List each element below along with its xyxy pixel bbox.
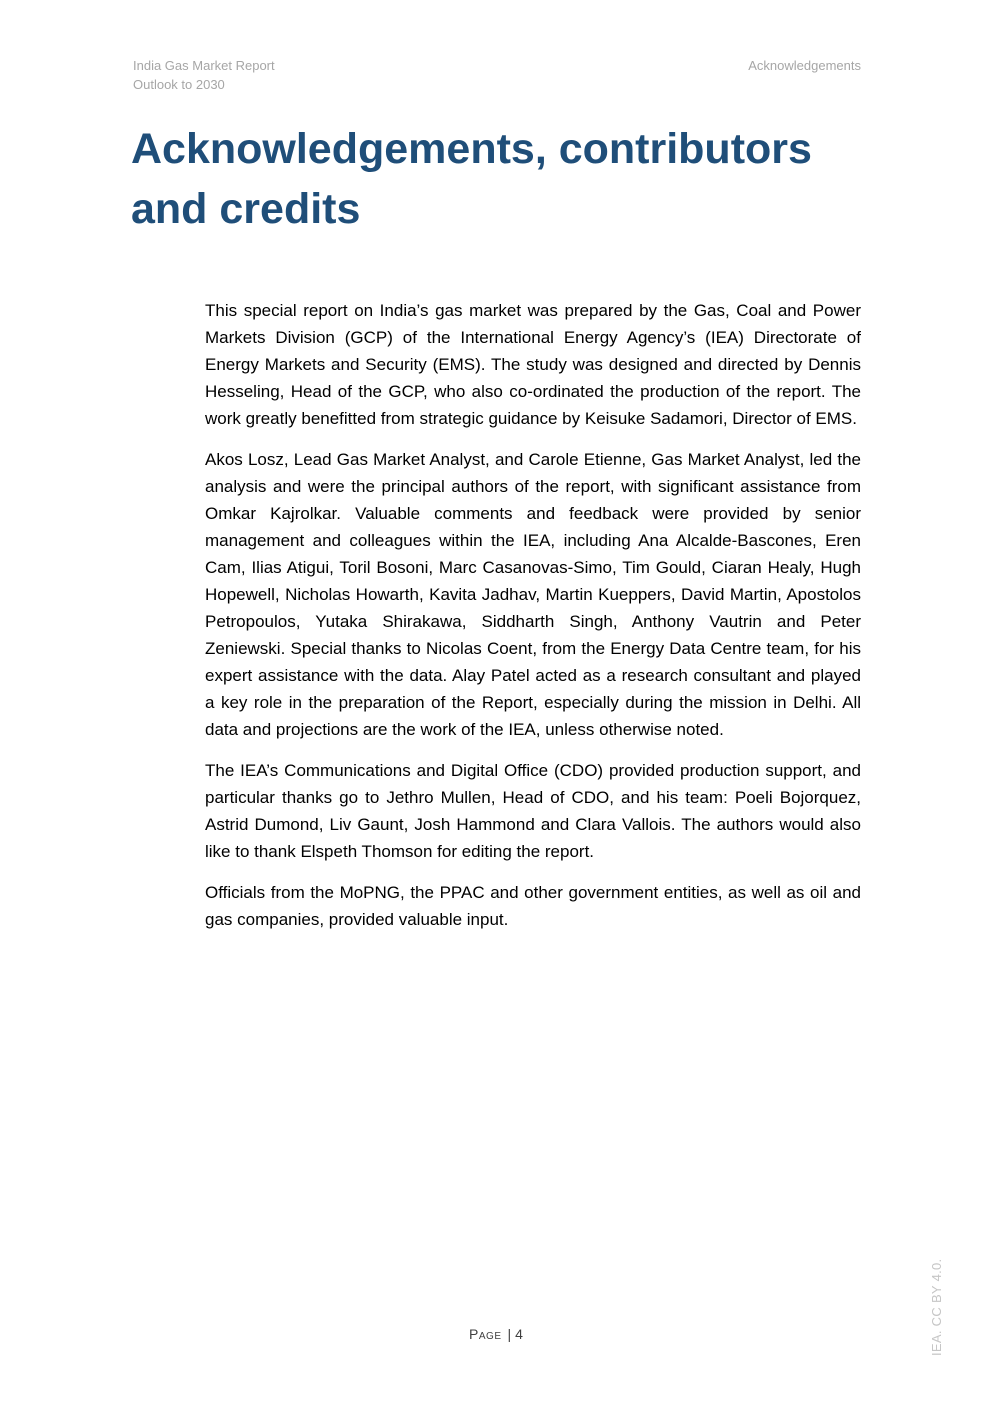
paragraph-officials: Officials from the MoPNG, the PPAC and other government entities, as well as oil and gas companies, provided valuable input. [205, 883, 861, 929]
paragraph-authors: Akos Losz, Lead Gas Market Analyst, and Carole Etienne, Gas Market Analyst, led the analysis and were the principal authors of the report, with significant assistance from Omkar Kajrolkar. Valuable comments and feedback were provided by senior management and colleagues within the IEA, including Ana Alcalde-Bascones, Eren Cam, Ilias Atigui, Toril Bosoni, Marc Casanovas-Simo, Tim Gould, Ciaran Healy, Hugh Hopewell, Nicholas Howarth, Kavita Jadhav, Martin Kueppers, David Martin, Apostolos Petropoulos, Yutaka Shirakawa, Siddharth Singh, Anthony Vautrin and Peter Zeniewski. Special thanks to Nicolas Coent, from the Energy Data Centre team, for his expert assistance with the data. Alay Patel acted as a research consultant and played a key role in the preparation of the Report, especially during the mission in Delhi. All data and projections are the work of the IEA, unless otherwise noted. [205, 450, 861, 739]
page-footer [0, 1326, 992, 1342]
page-title-line-1: Acknowledgements, contributors [131, 125, 812, 173]
header-publication-title: India Gas Market Report [133, 58, 275, 73]
header-section-label: Acknowledgements [748, 58, 861, 73]
page-title [131, 119, 891, 239]
page-number-value: 4 [515, 1326, 523, 1342]
paragraph-preparation: This special report on India’s gas market was prepared by the Gas, Coal and Power Markets Division (GCP) of the International Energy Agency’s (IEA) Directorate of Energy Markets and Security (EMS). The study was designed and directed by Dennis Hesseling, Head of the GCP, who also co-ordinated the production of the report. The work greatly benefitted from strategic guidance by Keisuke Sadamori, Director of EMS. [205, 301, 861, 428]
page-header-left [133, 56, 275, 94]
footer-separator: | [507, 1326, 512, 1342]
body-content [205, 297, 861, 933]
page-number-label: Page [469, 1326, 502, 1342]
license-vertical-label: IEA. CC BY 4.0. [929, 1258, 944, 1356]
page-title-line-2: and credits [131, 185, 361, 233]
paragraph-production: The IEA’s Communications and Digital Office (CDO) provided production support, and particular thanks go to Jethro Mullen, Head of CDO, and his team: Poeli Bojorquez, Astrid Dumond, Liv Gaunt, Josh Hammond and Clara Vallois. The authors would also like to thank Elspeth Thomson for editing the report. [205, 761, 861, 861]
header-publication-subtitle: Outlook to 2030 [133, 77, 225, 92]
